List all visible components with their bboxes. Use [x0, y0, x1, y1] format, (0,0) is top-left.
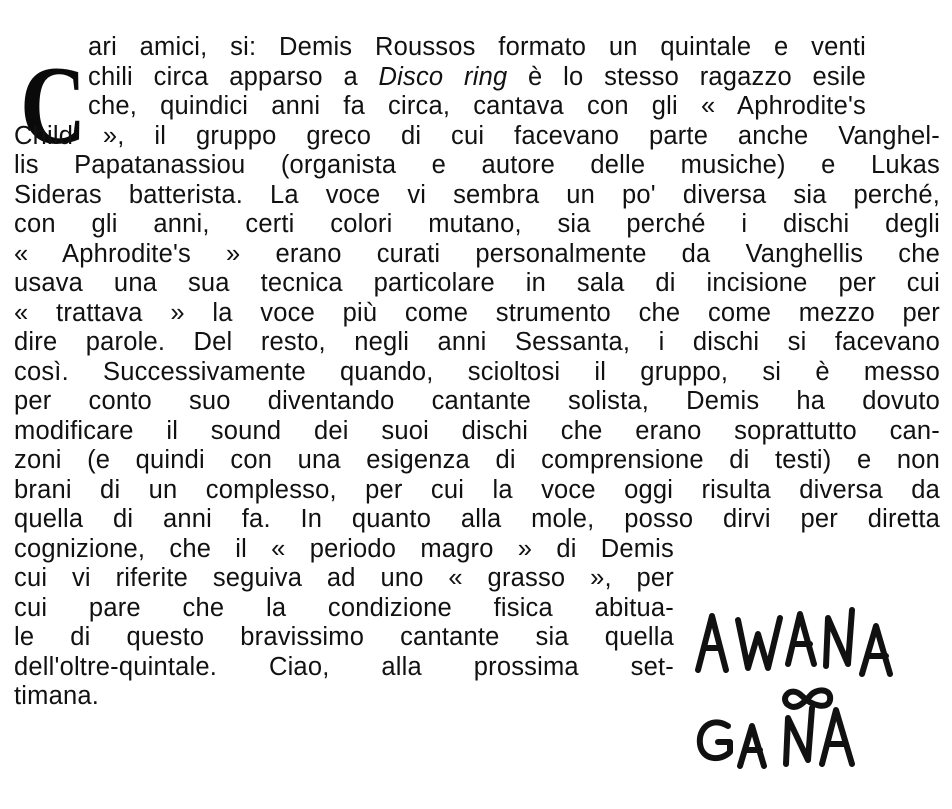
text-line: con gli anni, certi colori mutano, sia perché i dischi degli [14, 210, 940, 238]
text-line: dire parole. Del resto, negli anni Sessanta, i dischi si facevano [14, 328, 940, 356]
handwritten-signature [690, 588, 950, 788]
text-line: le di questo bravissimo cantante sia quella [14, 623, 674, 651]
text-line: quella di anni fa. In quanto alla mole, posso dirvi per diretta [14, 505, 940, 533]
text-line: cui pare che la condizione fisica abitua- [14, 593, 674, 622]
text-line: Child », il gruppo greco di cui facevano parte anche Vanghel- [14, 121, 940, 150]
text-line: « Aphrodite's » erano curati personalmente da Vanghellis che [14, 239, 940, 268]
text-line: lis Papatanassiou (organista e autore delle musiche) e Lukas [14, 151, 940, 179]
text-line: zoni (e quindi con una esigenza di comprensione di testi) e non [14, 446, 940, 474]
text-line: brani di un complesso, per cui la voce oggi risulta diversa da [14, 475, 940, 504]
text-line: dell'oltre-quintale. Ciao, alla prossima set- [14, 652, 674, 681]
drop-cap: C [20, 44, 87, 168]
text-line: « trattava » la voce più come strumento che come mezzo per [14, 298, 940, 327]
text-line: timana. [14, 682, 100, 710]
text-line: per conto suo diventando cantante solista, Demis ha dovuto [14, 387, 940, 415]
text-line: che, quindici anni fa circa, cantava con gli « Aphrodite's [88, 92, 866, 120]
text-line: Sideras batterista. La voce vi sembra un po' diversa sia perché, [14, 180, 940, 209]
text-line: così. Successivamente quando, scioltosi il gruppo, si è messo [14, 357, 940, 386]
text-line: modificare il sound dei suoi dischi che erano soprattutto can- [14, 416, 940, 445]
text-line: ari amici, si: Demis Roussos formato un quintale e venti [88, 33, 866, 61]
text-line: cognizione, che il « periodo magro » di Demis [14, 534, 674, 563]
text-line: chili circa apparso a Disco ring è lo stesso ragazzo esile [88, 62, 866, 91]
text-line: cui vi riferite seguiva ad uno « grasso », per [14, 564, 674, 592]
text-line: usava una sua tecnica particolare in sala di incisione per cui [14, 269, 940, 297]
